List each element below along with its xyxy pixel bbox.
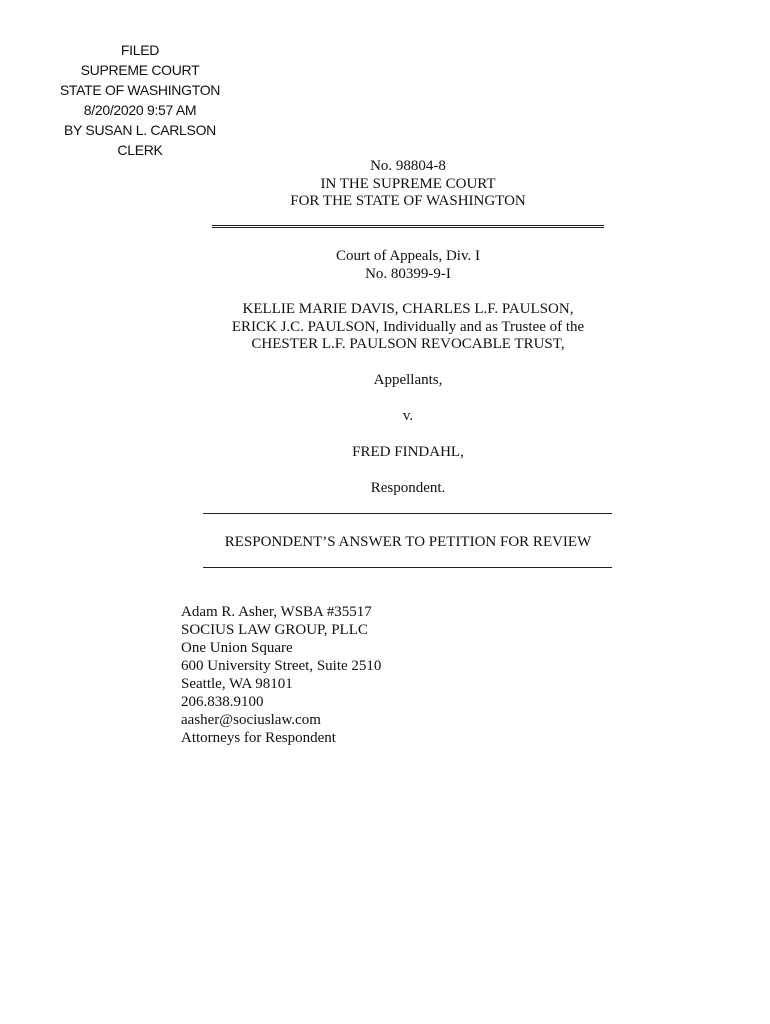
stamp-clerk-name: BY SUSAN L. CARLSON [64,122,216,138]
appellants-line: CHESTER L.F. PAULSON REVOCABLE TRUST, [251,336,565,352]
counsel-block [181,603,381,747]
versus: v. [402,408,414,424]
document-title: RESPONDENT’S ANSWER TO PETITION FOR REVIEW [224,534,592,550]
case-caption [188,158,628,211]
counsel-city: Seattle, WA 98101 [181,676,293,692]
counsel-address1: One Union Square [181,640,293,656]
appellants-role: Appellants, [373,372,443,388]
stamp-filed: FILED [120,42,160,58]
counsel-name: Adam R. Asher, WSBA #35517 [181,604,372,620]
court-name-line1: IN THE SUPREME COURT [320,175,496,192]
stamp-state: STATE OF WASHINGTON [59,82,221,98]
counsel-email: aasher@sociuslaw.com [181,712,321,728]
lower-court-info [188,248,628,283]
title-rule-top [203,513,612,514]
filing-stamp [40,40,240,160]
appellants-names [188,301,628,354]
counsel-firm: SOCIUS LAW GROUP, PLLC [181,622,368,638]
counsel-phone: 206.838.9100 [181,694,264,710]
counsel-address2: 600 University Street, Suite 2510 [181,658,382,674]
lower-court-number: No. 80399-9-I [365,265,451,282]
caption-double-rule [212,225,604,228]
appellants-line: KELLIE MARIE DAVIS, CHARLES L.F. PAULSON, [242,301,574,317]
stamp-court: SUPREME COURT [80,62,200,78]
respondent-role: Respondent. [370,480,446,496]
lower-court-division: Court of Appeals, Div. I [335,248,480,264]
respondent-name: FRED FINDAHL, [352,444,464,460]
stamp-clerk-title: CLERK [117,142,163,158]
counsel-role: Attorneys for Respondent [181,730,336,746]
stamp-datetime: 8/20/2020 9:57 AM [83,102,197,118]
title-rule-bottom [203,567,612,568]
appellants-line: ERICK J.C. PAULSON, Individually and as Trustee of the [231,318,585,335]
court-name-line2: FOR THE STATE OF WASHINGTON [290,193,526,209]
case-number: No. 98804-8 [370,158,446,174]
